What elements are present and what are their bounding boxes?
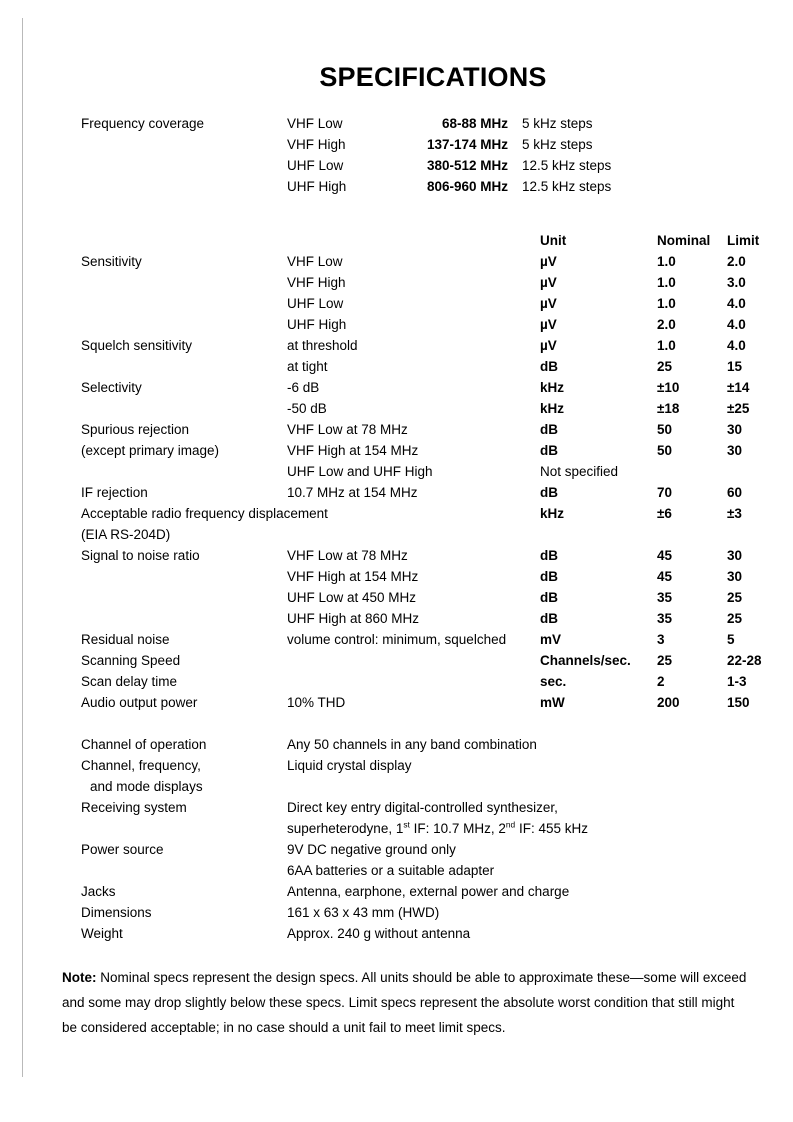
cell-limit: 4.0 [727,338,746,353]
cell-nominal: ±10 [657,380,680,395]
row-label: Receiving system [81,800,187,815]
table-row [81,923,793,944]
table-row [81,134,793,155]
table-row [81,155,793,176]
row-label: Frequency coverage [81,116,205,131]
band-steps: 5 kHz steps [522,137,593,152]
table-row [81,566,793,587]
band-range: 380-512 MHz [426,158,508,173]
row-label: Signal to noise ratio [81,548,200,563]
cell-limit: 30 [727,443,743,458]
cell-nominal: 50 [657,443,673,458]
row-label-continuation: and mode displays [90,779,203,794]
cell-unit: kHz [540,380,565,395]
cell-unit: µV [540,296,557,311]
row-label: Weight [81,926,123,941]
table-row [81,272,793,293]
row-value-continuation [287,818,793,839]
cell-limit: 4.0 [727,296,746,311]
cell-nominal: 1.0 [657,296,676,311]
cell-nominal: 1.0 [657,254,676,269]
table-row [81,818,793,839]
scan-artifact-line [22,18,23,1077]
table-row [81,587,793,608]
table-row [81,293,793,314]
cell-unit: mV [540,632,562,647]
cell-nominal: 50 [657,422,673,437]
band-range: 806-960 MHz [426,179,508,194]
table-row [81,398,793,419]
row-label: Selectivity [81,380,142,395]
row-value: Any 50 channels in any band combination [287,737,537,752]
band-range: 68-88 MHz [441,116,508,131]
band-range: 137-174 MHz [426,137,508,152]
row-desc: UHF Low at 450 MHz [287,590,417,605]
cell-unit: dB [540,548,558,563]
table-row [81,314,793,335]
band-steps: 12.5 kHz steps [522,158,612,173]
cell-nominal: 3 [657,632,665,647]
row-label-continuation: (except primary image) [81,443,220,458]
cell-limit: 1-3 [727,674,747,689]
row-label: Power source [81,842,164,857]
row-desc: VHF High [287,275,346,290]
row-desc: UHF High [287,317,347,332]
table-row [81,524,793,545]
cell-unit: µV [540,338,557,353]
row-label: IF rejection [81,485,148,500]
receiving-system-text-a: superheterodyne, 1 [287,821,404,836]
table-row [81,650,793,671]
row-desc: UHF High at 860 MHz [287,611,420,626]
row-desc: -6 dB [287,380,320,395]
row-value: Direct key entry digital-controlled synthesizer, [287,800,558,815]
table-row [81,356,793,377]
cell-limit: 25 [727,611,743,626]
cell-limit: 4.0 [727,317,746,332]
cell-limit: 15 [727,359,743,374]
cell-nominal: 200 [657,695,680,710]
cell-limit: 30 [727,422,743,437]
table-row [81,734,793,755]
column-header-limit: Limit [727,233,760,248]
cell-nominal: 1.0 [657,275,676,290]
cell-unit: kHz [540,506,565,521]
row-value: 161 x 63 x 43 mm (HWD) [287,905,440,920]
cell-limit: 2.0 [727,254,746,269]
cell-unit: dB [540,611,558,626]
footnote-line-1-text: Nominal specs represent the design specs. All units should be able to approximate these—some will exceed [96,970,747,985]
row-desc: 10% THD [287,695,346,710]
row-label: Scan delay time [81,674,178,689]
footnote-line-2: and some may drop slightly below these specs. Limit specs represent the absolute worst condition that still might [62,995,735,1010]
row-desc: volume control: minimum, squelched [287,632,507,647]
cell-nominal: ±6 [657,506,672,521]
table-row [81,776,793,797]
cell-unit: Channels/sec. [540,653,631,668]
band-steps: 5 kHz steps [522,116,593,131]
row-desc: -50 dB [287,401,327,416]
column-header-nominal: Nominal [657,233,711,248]
table-row [81,251,793,272]
band-name: VHF Low [287,116,343,131]
cell-limit: 25 [727,590,743,605]
row-desc: VHF Low at 78 MHz [287,422,408,437]
row-label: Audio output power [81,695,198,710]
cell-nominal: 45 [657,548,673,563]
row-value: Approx. 240 g without antenna [287,926,471,941]
row-label-continuation: (EIA RS-204D) [81,527,171,542]
table-row [81,113,793,134]
cell-nominal: 35 [657,611,673,626]
table-row [81,461,793,482]
row-label: Squelch sensitivity [81,338,193,353]
row-label: Channel, frequency, [81,758,201,773]
row-value: Antenna, earphone, external power and charge [287,884,570,899]
table-row [81,419,793,440]
ordinal-superscript-second: nd [505,819,516,830]
table-row [81,545,793,566]
cell-limit: 30 [727,569,743,584]
table-row [81,629,793,650]
row-label: Spurious rejection [81,422,190,437]
cell-limit: ±3 [727,506,742,521]
cell-unit: µV [540,275,557,290]
cell-unit: dB [540,422,558,437]
cell-nominal: ±18 [657,401,680,416]
cell-limit: ±25 [727,401,750,416]
cell-limit: 3.0 [727,275,746,290]
row-desc: VHF High at 154 MHz [287,569,419,584]
table-row [81,608,793,629]
specifications-table [81,113,793,944]
row-spacer [81,218,793,230]
table-row [81,755,793,776]
receiving-system-text-c: IF: 455 kHz [515,821,588,836]
table-row [81,881,793,902]
row-desc: VHF Low at 78 MHz [287,548,408,563]
cell-limit: 22-28 [727,653,762,668]
cell-unit: dB [540,590,558,605]
row-label: Sensitivity [81,254,142,269]
cell-limit: 60 [727,485,743,500]
row-label: Channel of operation [81,737,207,752]
cell-unit: sec. [540,674,567,689]
band-name: UHF High [287,179,347,194]
table-row [81,176,793,197]
row-spacer [81,197,793,218]
cell-limit: 5 [727,632,735,647]
cell-limit: 150 [727,695,750,710]
cell-nominal: 2 [657,674,665,689]
table-row [81,860,793,881]
cell-nominal: 25 [657,359,673,374]
table-row [81,335,793,356]
footnote-bold-prefix: Note: [62,970,97,985]
page-title: SPECIFICATIONS [319,62,547,92]
cell-unit: µV [540,254,557,269]
cell-unit: mW [540,695,565,710]
cell-limit: 30 [727,548,743,563]
cell-unit: µV [540,317,557,332]
row-label: Scanning Speed [81,653,181,668]
cell-limit: ±14 [727,380,750,395]
row-desc: UHF Low [287,296,344,311]
cell-nominal: 45 [657,569,673,584]
row-desc: at tight [287,359,328,374]
row-spacer [81,713,793,734]
cell-unit: Not specified [540,464,619,479]
footnote-line-1 [62,965,793,990]
cell-unit: dB [540,443,558,458]
cell-nominal: 35 [657,590,673,605]
cell-nominal: 1.0 [657,338,676,353]
band-name: VHF High [287,137,346,152]
cell-nominal: 2.0 [657,317,676,332]
table-row [81,503,793,524]
band-steps: 12.5 kHz steps [522,179,612,194]
table-row [81,902,793,923]
table-row [81,377,793,398]
row-desc: 10.7 MHz at 154 MHz [287,485,418,500]
row-desc: VHF Low [287,254,343,269]
table-row [81,671,793,692]
row-value: 9V DC negative ground only [287,842,456,857]
column-header-unit: Unit [540,233,567,248]
row-desc: VHF High at 154 MHz [287,443,419,458]
row-desc: UHF Low and UHF High [287,464,433,479]
cell-unit: dB [540,359,558,374]
cell-unit: dB [540,569,558,584]
receiving-system-text-b: IF: 10.7 MHz, 2 [409,821,506,836]
table-row [81,482,793,503]
table-header-row [81,230,793,251]
cell-nominal: 70 [657,485,673,500]
table-row [81,692,793,713]
row-label: Jacks [81,884,116,899]
band-name: UHF Low [287,158,344,173]
row-value-continuation: 6AA batteries or a suitable adapter [287,863,495,878]
row-label: Acceptable radio frequency displacement [81,506,328,521]
footnote [62,965,793,1040]
table-row [81,440,793,461]
row-label: Residual noise [81,632,170,647]
cell-unit: dB [540,485,558,500]
cell-unit: kHz [540,401,565,416]
row-label: Dimensions [81,905,152,920]
table-row [81,839,793,860]
footnote-line-3: be considered acceptable; in no case should a unit fail to meet limit specs. [62,1020,506,1035]
row-value: Liquid crystal display [287,758,412,773]
table-row [81,797,793,818]
cell-nominal: 25 [657,653,673,668]
ordinal-superscript-first: st [403,819,410,830]
row-desc: at threshold [287,338,358,353]
